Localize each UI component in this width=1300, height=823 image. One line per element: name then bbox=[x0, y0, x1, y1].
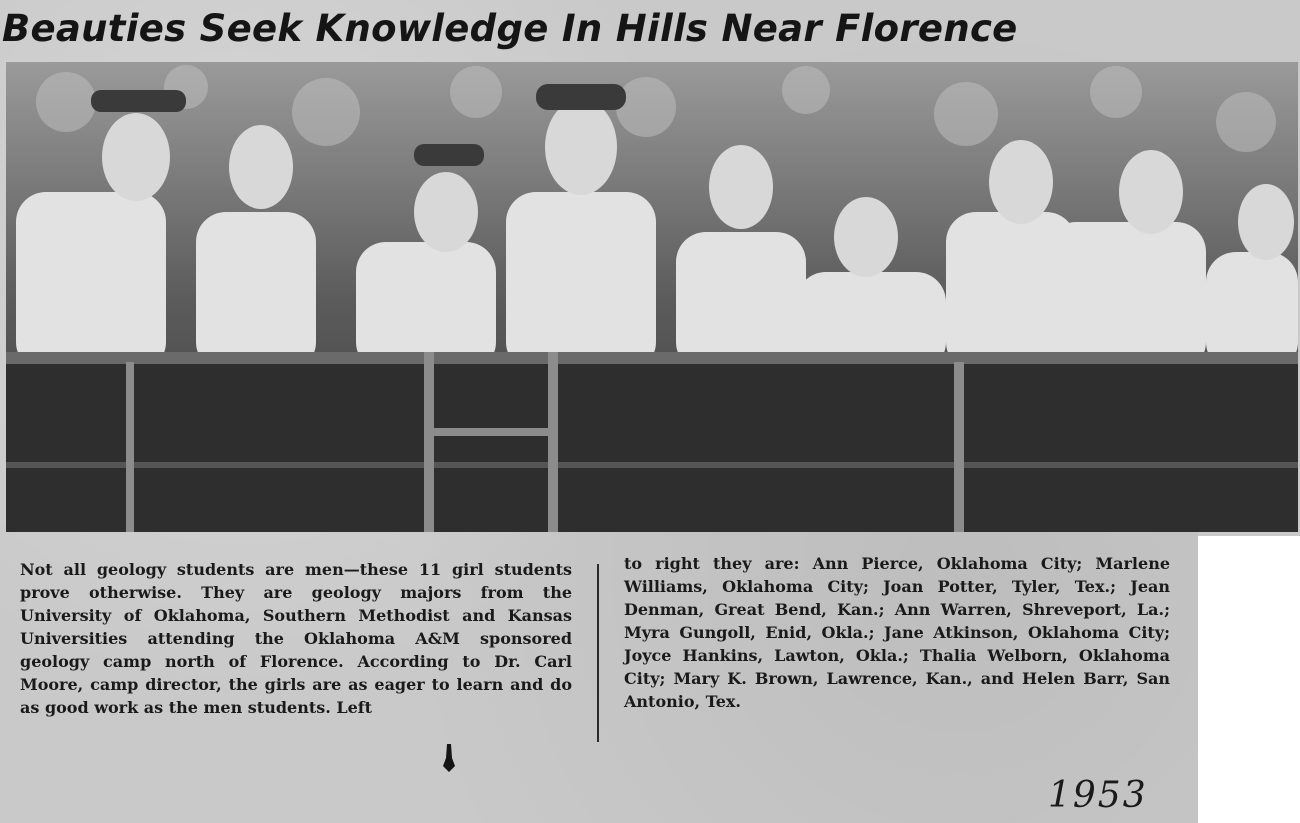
ink-mark-icon bbox=[443, 744, 455, 772]
photo-illustration bbox=[6, 62, 1298, 532]
caption-left-column: Not all geology students are men—these 11 girl students prove otherwise. They are geology majors from the University of Oklahoma, Southern Methodist and Kansas Universities attending the Oklahoma A&M sponsored geology camp north of Florence. According to Dr. Carl Moore, camp director, the girls are as eager to learn and do as good work as the men students. Left bbox=[20, 560, 572, 717]
headline: Beauties Seek Knowledge In Hills Near Florence bbox=[2, 7, 1018, 50]
handwritten-year: 1953 bbox=[1048, 775, 1148, 816]
group-photo bbox=[6, 62, 1298, 532]
column-divider bbox=[597, 564, 599, 742]
caption-right-column: to right they are: Ann Pierce, Oklahoma City; Marlene Williams, Oklahoma City; Joan Potter, Tyler, Tex.; Jean Denman, Great Bend, Kan.; Ann Warren, Shreveport, La.; Myra Gungoll, Enid, Okla.; Jane Atkinson, Oklahoma City; Joyce Hankins, Lawton, Okla.; Thalia Welborn, Oklahoma City; Mary K. Brown, Lawrence, Kan., and Helen Barr, San Antonio, Tex. bbox=[624, 554, 1170, 711]
